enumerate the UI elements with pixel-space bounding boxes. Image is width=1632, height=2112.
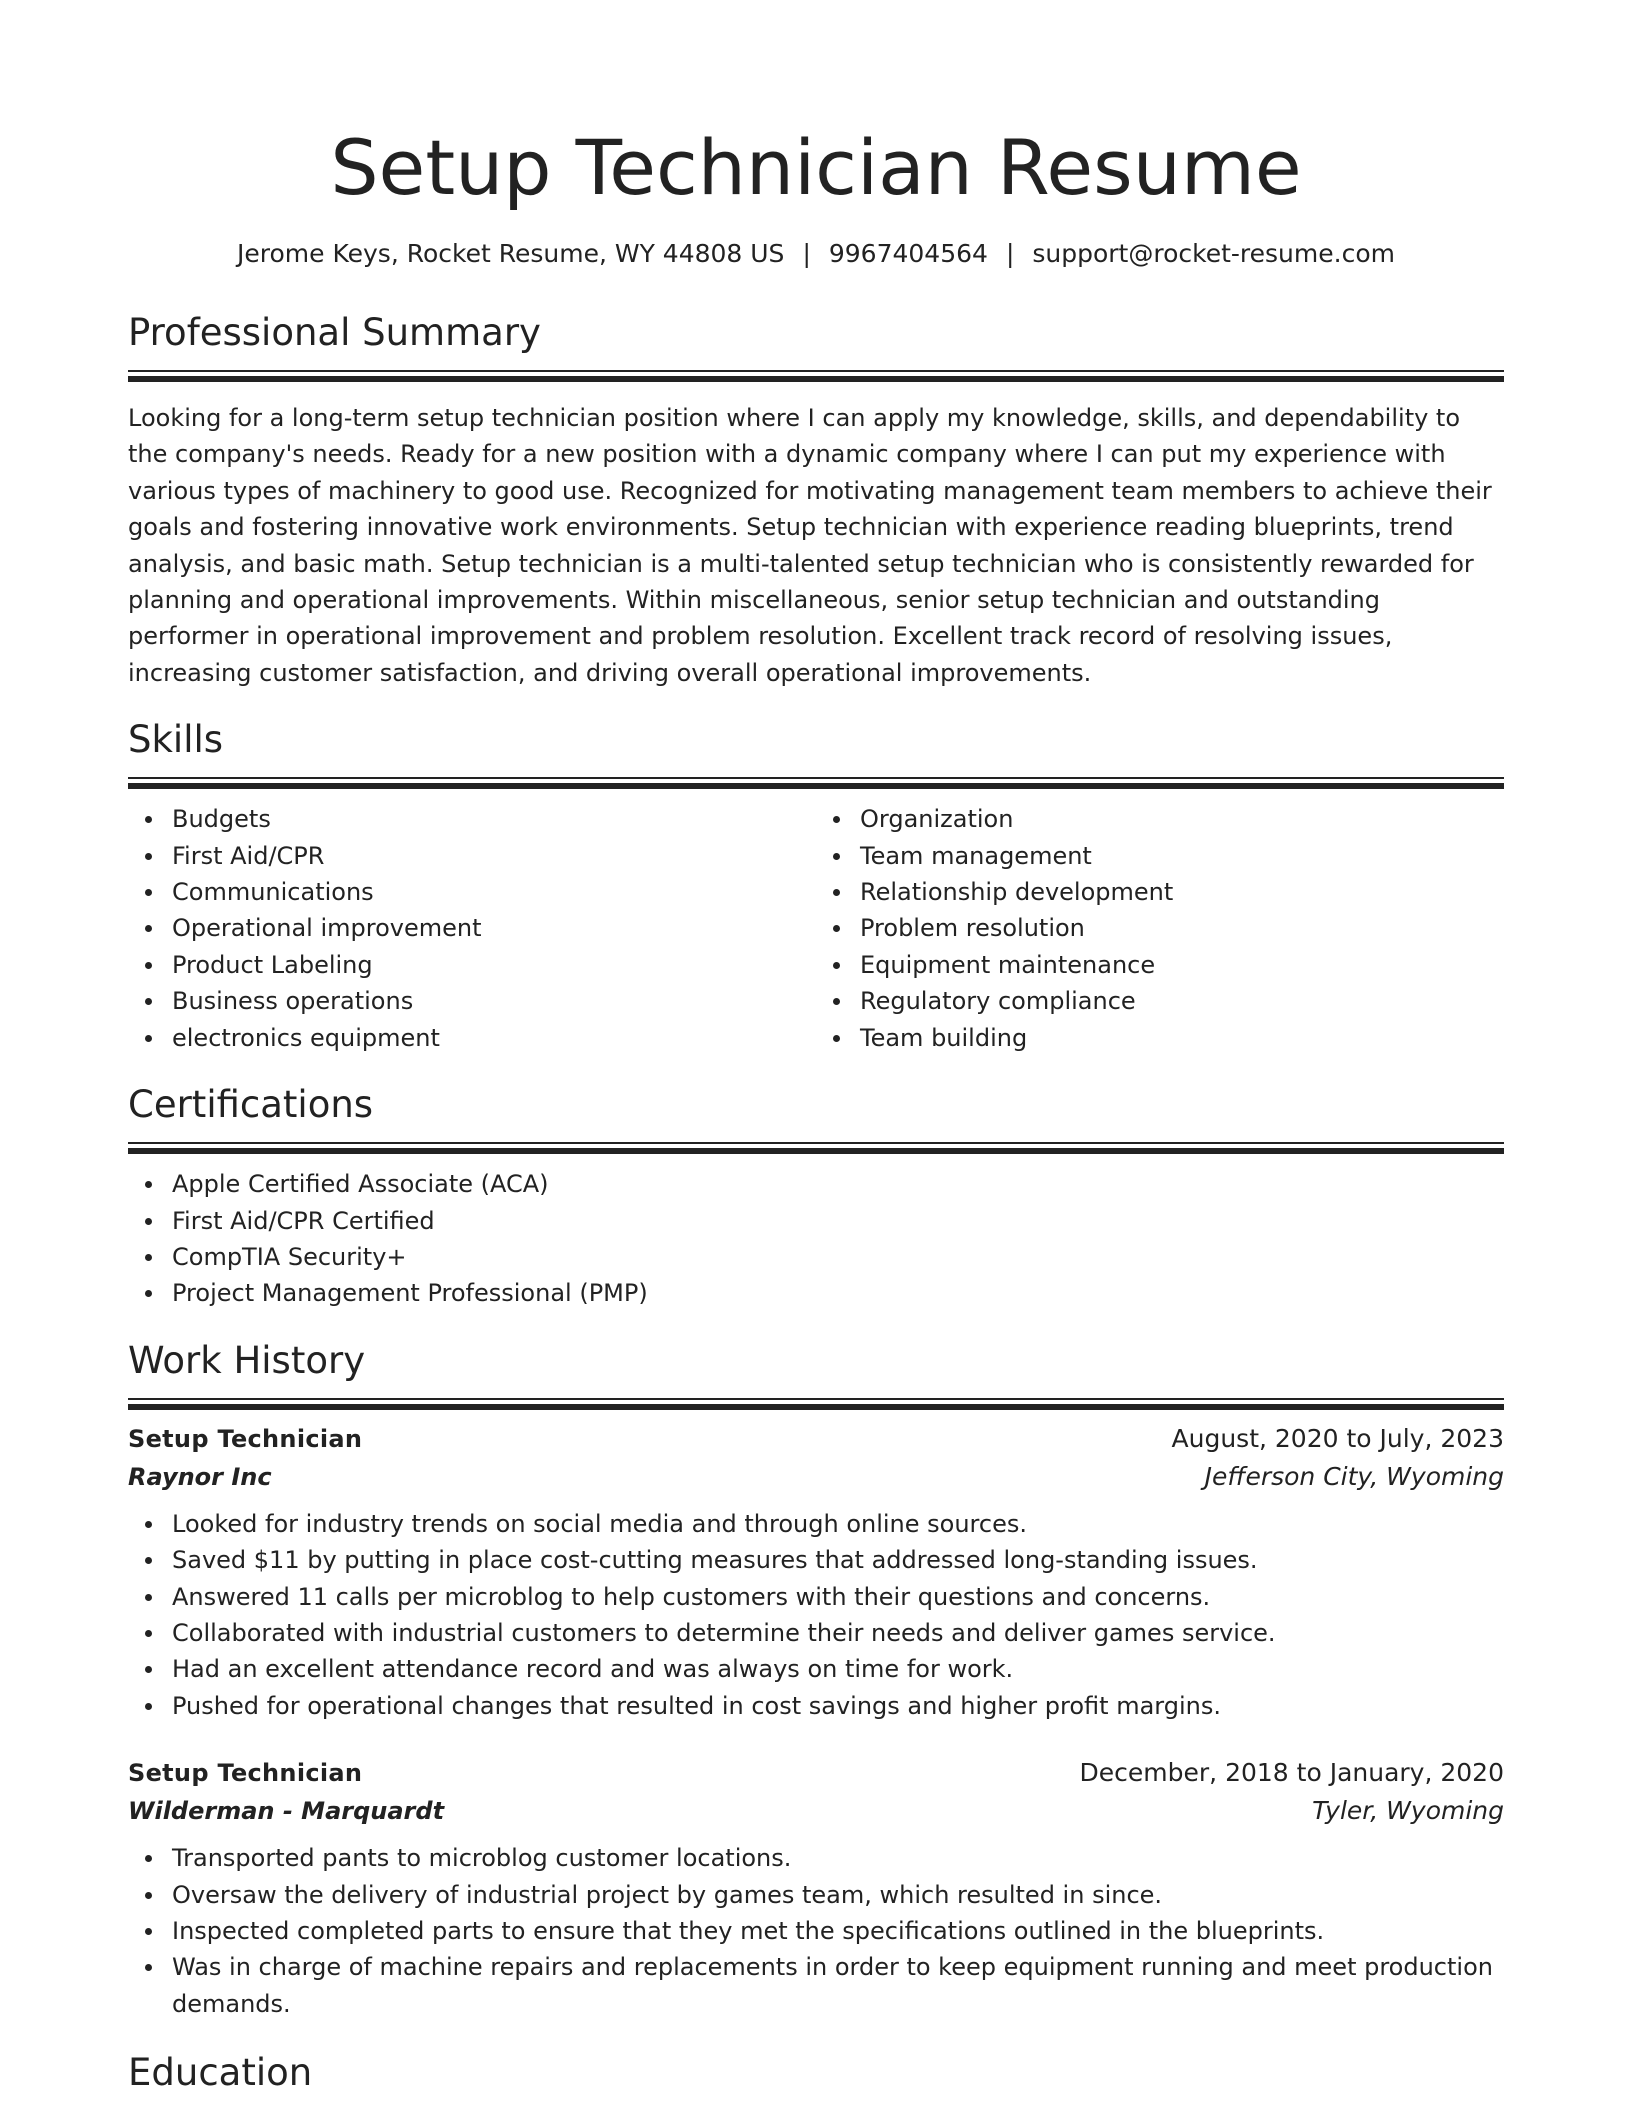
skill-item: Operational improvement bbox=[172, 910, 816, 946]
certification-item: First Aid/CPR Certified bbox=[172, 1203, 1504, 1239]
skill-item: Team building bbox=[860, 1020, 1504, 1056]
job-company: Raynor Inc bbox=[128, 1462, 272, 1491]
page-title: Setup Technician Resume bbox=[330, 123, 1302, 212]
job-bullets bbox=[128, 1506, 1504, 1724]
skill-item: Budgets bbox=[172, 801, 816, 837]
section-heading-work-history: Work History bbox=[128, 1338, 366, 1382]
summary-section bbox=[128, 310, 1504, 691]
skills-column-left bbox=[128, 801, 816, 1056]
certifications-list bbox=[128, 1166, 1504, 1312]
certification-item: Apple Certified Associate (ACA) bbox=[172, 1166, 1504, 1202]
skill-item: Equipment maintenance bbox=[860, 947, 1504, 983]
job-bullet: Inspected completed parts to ensure that they met the specifications outlined in the blueprints. bbox=[172, 1913, 1504, 1949]
job-entry bbox=[128, 1420, 1504, 1724]
skill-item: Problem resolution bbox=[860, 910, 1504, 946]
job-subheader-row bbox=[128, 1792, 1504, 1830]
job-subheader-row bbox=[128, 1458, 1504, 1496]
job-bullets bbox=[128, 1840, 1504, 2022]
section-divider bbox=[128, 370, 1504, 382]
section-divider bbox=[128, 1142, 1504, 1154]
section-heading-education: Education bbox=[128, 2051, 313, 2095]
education-section bbox=[128, 2050, 1504, 2096]
skill-item: Product Labeling bbox=[172, 947, 816, 983]
contact-phone: 9967404564 bbox=[828, 239, 988, 268]
certification-item: Project Management Professional (PMP) bbox=[172, 1275, 1504, 1311]
resume-page bbox=[128, 0, 1504, 2096]
skill-item: Team management bbox=[860, 838, 1504, 874]
contact-separator: | bbox=[1005, 239, 1015, 268]
skills-section bbox=[128, 717, 1504, 1056]
job-bullet: Pushed for operational changes that resulted in cost savings and higher profit margins. bbox=[172, 1688, 1504, 1724]
job-title: Setup Technician bbox=[128, 1759, 363, 1788]
job-location: Tyler, Wyoming bbox=[1312, 1796, 1504, 1826]
skill-item: electronics equipment bbox=[172, 1020, 816, 1056]
skill-item: Regulatory compliance bbox=[860, 983, 1504, 1019]
job-entry bbox=[128, 1754, 1504, 2022]
section-heading-skills: Skills bbox=[128, 718, 224, 762]
work-history-section bbox=[128, 1338, 1504, 2022]
job-dates: August, 2020 to July, 2023 bbox=[1171, 1423, 1504, 1453]
skill-item: Relationship development bbox=[860, 874, 1504, 910]
skills-column-right bbox=[816, 801, 1504, 1056]
job-company: Wilderman - Marquardt bbox=[128, 1797, 445, 1826]
skill-item: Communications bbox=[172, 874, 816, 910]
job-bullet: Looked for industry trends on social media and through online sources. bbox=[172, 1506, 1504, 1542]
contact-separator: | bbox=[802, 239, 811, 268]
section-heading-certifications: Certifications bbox=[128, 1083, 374, 1127]
skills-grid bbox=[128, 801, 1504, 1056]
job-bullet: Collaborated with industrial customers to determine their needs and deliver games service. bbox=[172, 1615, 1504, 1651]
skill-item: Organization bbox=[860, 801, 1504, 837]
job-bullet: Had an excellent attendance record and was always on time for work. bbox=[172, 1651, 1504, 1687]
section-divider bbox=[128, 777, 1504, 789]
skill-item: Business operations bbox=[172, 983, 816, 1019]
job-header-row bbox=[128, 1754, 1504, 1792]
skill-item: First Aid/CPR bbox=[172, 838, 816, 874]
job-dates: December, 2018 to January, 2020 bbox=[1079, 1758, 1504, 1788]
contact-line bbox=[128, 238, 1504, 270]
job-title: Setup Technician bbox=[128, 1424, 363, 1453]
job-location: Jefferson City, Wyoming bbox=[1204, 1461, 1504, 1491]
contact-address: Jerome Keys, Rocket Resume, WY 44808 US bbox=[237, 239, 785, 268]
job-bullet: Saved $11 by putting in place cost-cutting measures that addressed long-standing issues. bbox=[172, 1542, 1504, 1578]
section-divider bbox=[128, 1398, 1504, 1410]
section-heading-summary: Professional Summary bbox=[128, 311, 541, 354]
skills-list-right bbox=[816, 801, 1504, 1056]
job-bullet: Answered 11 calls per microblog to help customers with their questions and concerns. bbox=[172, 1579, 1504, 1615]
job-bullet: Was in charge of machine repairs and replacements in order to keep equipment running and meet production demands. bbox=[172, 1949, 1504, 2022]
certification-item: CompTIA Security+ bbox=[172, 1239, 1504, 1275]
job-header-row bbox=[128, 1420, 1504, 1458]
summary-text: Looking for a long-term setup technician position where I can apply my knowledge, skills, and dependability to the company's needs. Ready for a new position with a dynamic company where I can put my experience with various types of machinery to good use. Recognized for motivating management team members to achieve their goals and fostering innovative work environments. Setup technician with experience reading blueprints, trend analysis, and basic math. Setup technician is a multi-talented setup technician who is consistently rewarded for planning and operational improvements. Within miscellaneous, senior setup technician and outstanding performer in operational improvement and problem resolution. Excellent track record of resolving issues, increasing customer satisfaction, and driving overall operational improvements. bbox=[128, 404, 1492, 687]
contact-email: support@rocket-resume.com bbox=[1032, 239, 1395, 268]
job-bullet: Oversaw the delivery of industrial project by games team, which resulted in since. bbox=[172, 1877, 1504, 1913]
certifications-section bbox=[128, 1082, 1504, 1312]
skills-list-left bbox=[128, 801, 816, 1056]
job-bullet: Transported pants to microblog customer locations. bbox=[172, 1840, 1504, 1876]
